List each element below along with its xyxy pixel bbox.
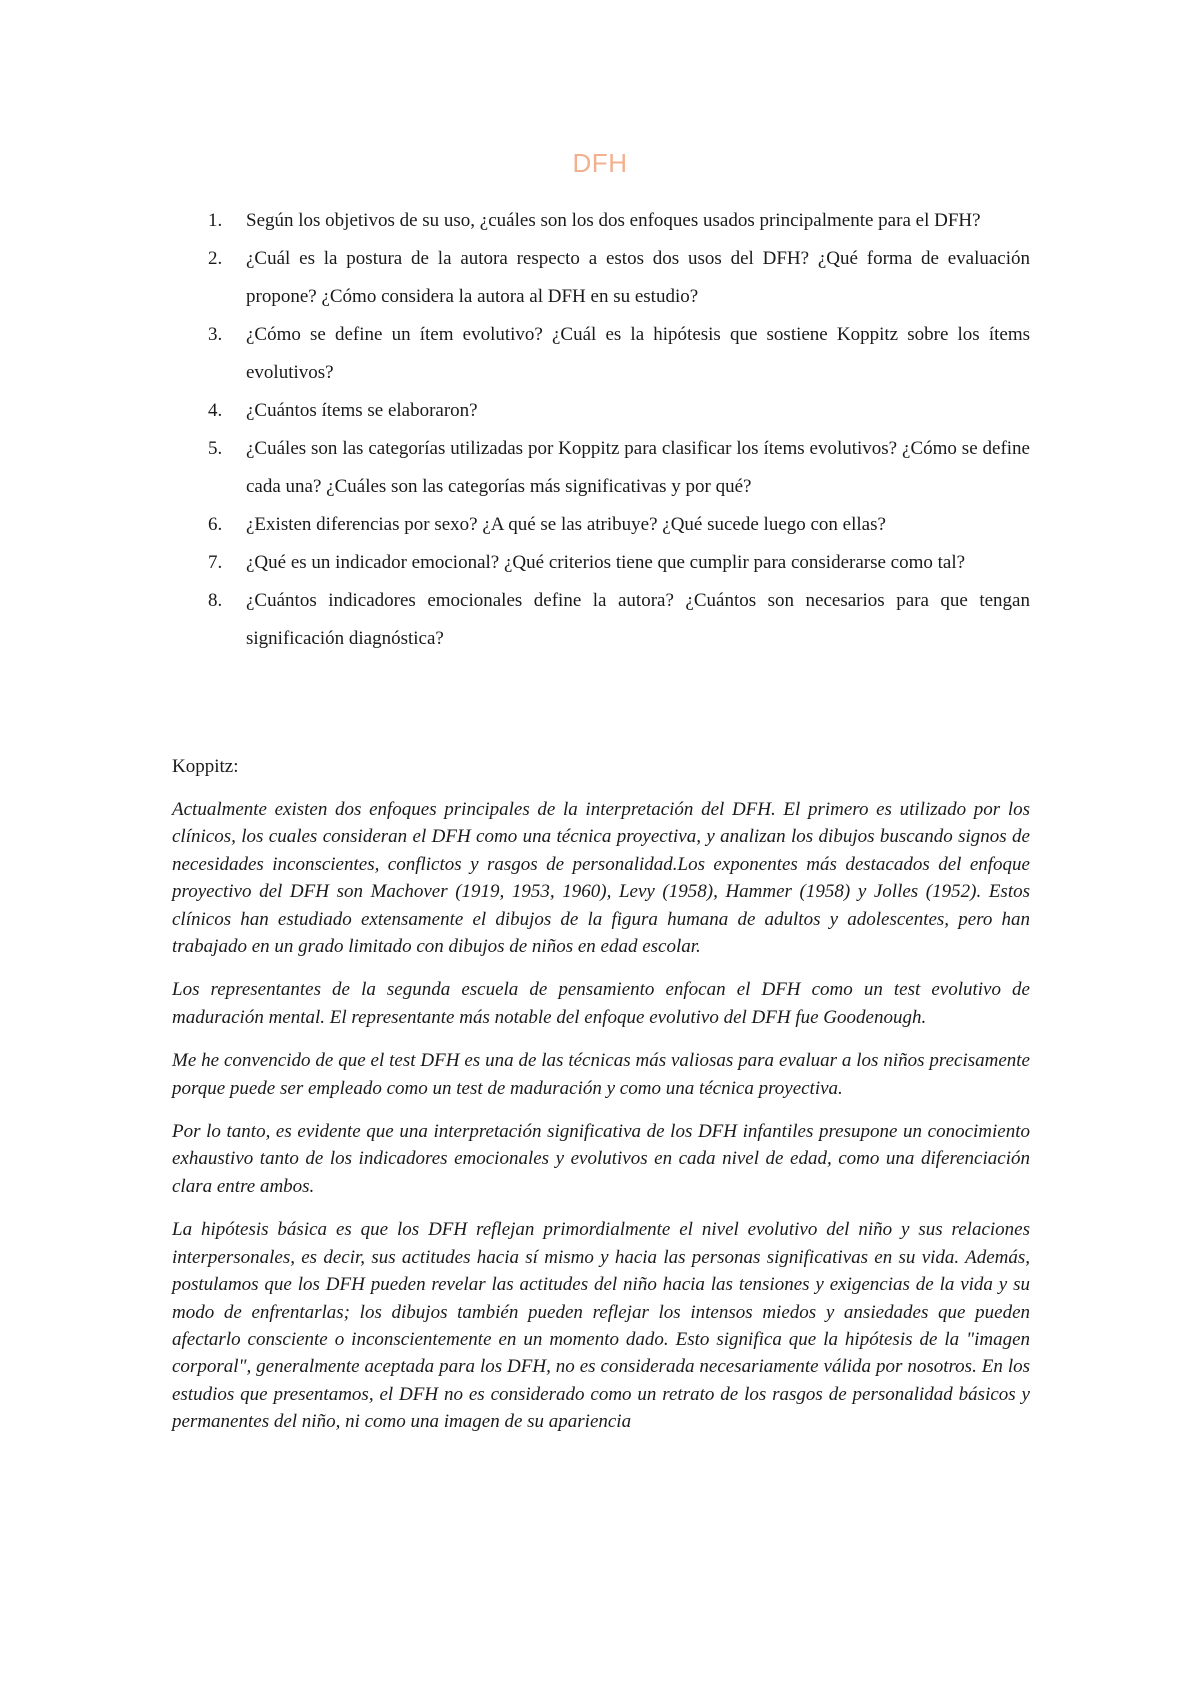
paragraph: Me he convencido de que el test DFH es una de las técnicas más valiosas para evaluar a los niños precisamente porque puede ser empleado como un test de maduración y como una técnica proyectiva.: [172, 1050, 1030, 1099]
question-item: [172, 316, 1030, 392]
question-number: 5.: [208, 438, 223, 459]
question-list: [172, 202, 1030, 658]
question-number: 1.: [208, 210, 223, 231]
question-item: [172, 430, 1030, 506]
paragraph: La hipótesis básica es que los DFH reflejan primordialmente el nivel evolutivo del niño y sus relaciones interpersonales, es decir, sus actitudes hacia sí mismo y hacia las personas significativas en su vida. Además, postulamos que los DFH pueden revelar las actitudes del niño hacia las tensiones y exigencias de la vida y su modo de enfrentarlas; los dibujos también pueden reflejar los intensos miedos y ansiedades que pueden afectarlo consciente o inconscientemente en un momento dado. Esto significa que la hipótesis de la "imagen corporal", generalmente aceptada para los DFH, no es considerada necesariamente válida por nosotros. En los estudios que presentamos, el DFH no es considerado como un retrato de los rasgos de personalidad básicos y permanentes del niño, ni como una imagen de su apariencia: [172, 1219, 1030, 1433]
section-label: Koppitz:: [172, 756, 239, 777]
question-item: [172, 506, 1030, 544]
question-number: 7.: [208, 552, 223, 573]
question-text: ¿Cuántos ítems se elaboraron?: [246, 400, 478, 421]
question-item: [172, 392, 1030, 430]
question-text: ¿Cuál es la postura de la autora respecto a estos dos usos del DFH? ¿Qué forma de evaluación propone? ¿Cómo considera la autora al DFH en su estudio?: [246, 248, 1030, 307]
question-text: Según los objetivos de su uso, ¿cuáles son los dos enfoques usados principalmente para el DFH?: [246, 210, 981, 231]
question-item: [172, 544, 1030, 582]
quote-body: [172, 796, 1030, 1452]
question-text: ¿Cuántos indicadores emocionales define la autora? ¿Cuántos son necesarios para que tengan significación diagnóstica?: [246, 590, 1030, 649]
paragraph: Por lo tanto, es evidente que una interpretación significativa de los DFH infantiles presupone un conocimiento exhaustivo tanto de los indicadores emocionales y evolutivos en cada nivel de edad, como una diferenciación clara entre ambos.: [172, 1121, 1030, 1197]
paragraph: Actualmente existen dos enfoques principales de la interpretación del DFH. El primero es utilizado por los clínicos, los cuales consideran el DFH como una técnica proyectiva, y analizan los dibujos buscando signos de necesidades inconscientes, conflictos y rasgos de personalidad.Los exponentes más destacados del enfoque proyectivo del DFH son Machover (1919, 1953, 1960), Levy (1958), Hammer (1958) y Jolles (1952). Estos clínicos han estudiado extensamente el dibujos de la figura humana de adultos y adolescentes, pero han trabajado en un grado limitado con dibujos de niños en edad escolar.: [172, 799, 1030, 958]
question-item: [172, 240, 1030, 316]
question-number: 4.: [208, 400, 223, 421]
question-text: ¿Qué es un indicador emocional? ¿Qué criterios tiene que cumplir para considerarse como tal?: [246, 552, 966, 573]
question-number: 6.: [208, 514, 223, 535]
question-number: 2.: [208, 248, 223, 269]
question-number: 3.: [208, 324, 223, 345]
question-number: 8.: [208, 590, 223, 611]
question-item: [172, 202, 1030, 240]
question-text: ¿Existen diferencias por sexo? ¿A qué se las atribuye? ¿Qué sucede luego con ellas?: [246, 514, 886, 535]
question-item: [172, 582, 1030, 658]
question-text: ¿Cómo se define un ítem evolutivo? ¿Cuál es la hipótesis que sostiene Koppitz sobre los ítems evolutivos?: [246, 324, 1030, 383]
question-text: ¿Cuáles son las categorías utilizadas por Koppitz para clasificar los ítems evolutivos? ¿Cómo se define cada una? ¿Cuáles son las categorías más significativas y por qué?: [246, 438, 1030, 497]
paragraph: Los representantes de la segunda escuela de pensamiento enfocan el DFH como un test evolutivo de maduración mental. El representante más notable del enfoque evolutivo del DFH fue Goodenough.: [172, 979, 1030, 1028]
document-title: DFH: [572, 148, 628, 178]
